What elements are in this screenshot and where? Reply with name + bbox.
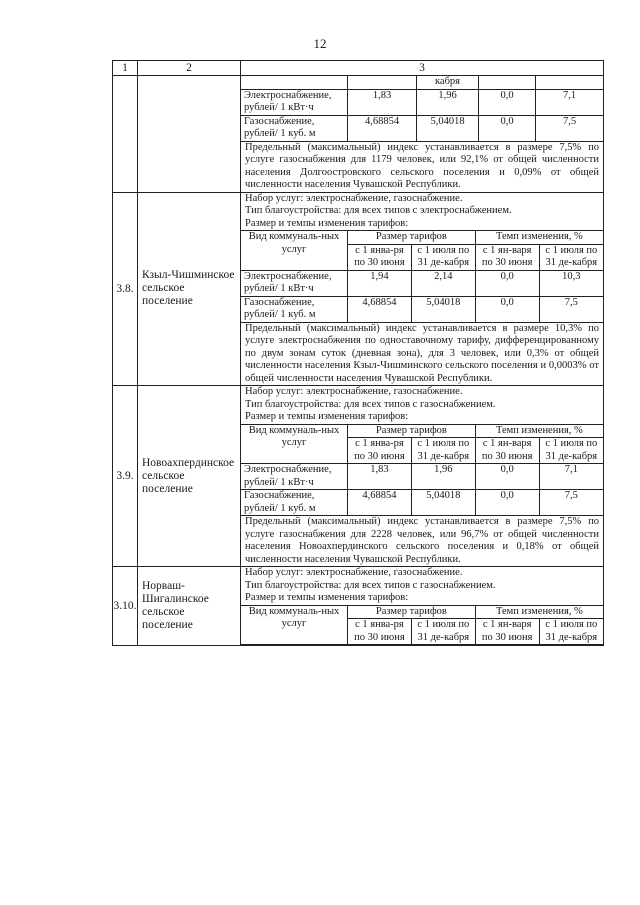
- section-number: 3.10.: [113, 567, 138, 646]
- section-continuation: [113, 76, 604, 193]
- settlement-name: Норваш-Шигалинское сельское поселение: [138, 567, 241, 646]
- tariff-table: [112, 60, 604, 646]
- service-col-header: Вид коммуналь-ных услуг: [241, 605, 348, 645]
- rates-table: [241, 605, 603, 646]
- table-head-row: [241, 231, 603, 245]
- index-text: Предельный (максимальный) индекс устанавливается в размере 7,5% по услуге газоснабжения для 2228 человек, или 96,7% от общей численности населения Новоахпердинского сельского поселения и 0,18% от общей численности населения Чувашской Республики.: [245, 516, 599, 565]
- table-row: [241, 76, 603, 89]
- header-col-2: 2: [138, 61, 241, 76]
- gas-row: Газоснабжение, рублей/ 1 куб. м 4,68854 5,04018 0,0 7,5: [241, 490, 603, 516]
- size-tariffs-header: Размер тарифов: [348, 605, 476, 619]
- service-col-header: Вид коммуналь-ных услуг: [241, 231, 348, 271]
- service-name: Газоснабжение, рублей/ 1 куб. м: [241, 296, 348, 322]
- settlement-name: Кзыл-Чишминское сельское поселение: [138, 192, 241, 386]
- header-tail: кабря: [417, 76, 479, 89]
- change-rate-header: Темп изменения, %: [475, 605, 603, 619]
- service-col-header: Вид коммуналь-ных услуг: [241, 424, 348, 464]
- services-line: Набор услуг: электроснабжение, газоснабжение.: [245, 192, 463, 204]
- rates-table: [241, 230, 603, 323]
- rates-table-continuation: [241, 76, 603, 142]
- table-subhead-row: с 1 янва-ря по 30 июня с 1 июля по 31 де-кабря с 1 ян-варя по 30 июня с 1 июля по 31 де-кабря: [241, 619, 603, 645]
- services-line: Набор услуг: электроснабжение, газоснабжение.: [245, 567, 463, 578]
- change-rate-header: Темп изменения, %: [475, 231, 603, 245]
- electricity-row: Электроснабжение, рублей/ 1 кВт·ч 1,83 1,96 0,0 7,1: [241, 464, 603, 490]
- header-col-1: 1: [113, 61, 138, 76]
- gas-row: Газоснабжение, рублей/ 1 куб. м 4,68854 5,04018 0,0 7,5: [241, 296, 603, 322]
- size-tariffs-header: Размер тарифов: [348, 424, 476, 438]
- header-col-3: 3: [241, 61, 604, 76]
- electricity-row: Электроснабжение, рублей/ 1 кВт·ч 1,83 1,96 0,0 7,1: [241, 89, 603, 115]
- section-row: [113, 386, 604, 567]
- service-name: Электроснабжение, рублей/ 1 кВт·ч: [241, 89, 348, 115]
- service-name: Электроснабжение, рублей/ 1 кВт·ч: [241, 270, 348, 296]
- table-header-row: [113, 61, 604, 76]
- service-name: Газоснабжение, рублей/ 1 куб. м: [241, 490, 348, 516]
- service-name: Электроснабжение, рублей/ 1 кВт·ч: [241, 464, 348, 490]
- index-text: Предельный (максимальный) индекс устанавливается в размере 7,5% по услуге газоснабжения для 1179 человек, или 92,1% от общей численности населения Долгоостровского сельского поселения и 0,09% от общей численности населения Чувашской Республики.: [245, 141, 599, 190]
- rates-table: [241, 424, 603, 517]
- index-text: Предельный (максимальный) индекс устанавливается в размере 10,3% по услуге электроснабжения по одноставочному тарифу, дифференцированному по двум зонам суток (дневная зона), для 3 человек, или 0,3% от общей численности населения Кзыл-Чишминского сельского поселения и 0,0003% от общей численности населения Чувашской Республики.: [245, 322, 599, 384]
- table-subhead-row: с 1 янва-ря по 30 июня с 1 июля по 31 де-кабря с 1 ян-варя по 30 июня с 1 июля по 31 де-кабря: [241, 244, 603, 270]
- type-line: Тип благоустройства: для всех типов с газоснабжением.: [245, 579, 496, 591]
- section-number: 3.8.: [113, 192, 138, 386]
- type-line: Тип благоустройства: для всех типов с газоснабжением.: [245, 398, 496, 410]
- section-row: [113, 192, 604, 386]
- page-number: 12: [313, 36, 327, 51]
- electricity-row: Электроснабжение, рублей/ 1 кВт·ч 1,94 2,14 0,0 10,3: [241, 270, 603, 296]
- section-number: 3.9.: [113, 386, 138, 567]
- settlement-name: Новоахпердинское сельское поселение: [138, 386, 241, 567]
- gas-row: Газоснабжение, рублей/ 1 куб. м 4,68854 5,04018 0,0 7,5: [241, 115, 603, 141]
- table-subhead-row: с 1 янва-ря по 30 июня с 1 июля по 31 де-кабря с 1 ян-варя по 30 июня с 1 июля по 31 де-кабря: [241, 438, 603, 464]
- table-head-row: [241, 424, 603, 438]
- rates-title: Размер и темпы изменения тарифов:: [245, 411, 409, 422]
- service-name: Газоснабжение, рублей/ 1 куб. м: [241, 115, 348, 141]
- table-head-row: [241, 605, 603, 619]
- change-rate-header: Темп изменения, %: [475, 424, 603, 438]
- type-line: Тип благоустройства: для всех типов с электроснабжением.: [245, 205, 512, 216]
- rates-title: Размер и темпы изменения тарифов:: [245, 592, 409, 603]
- rates-title: Размер и темпы изменения тарифов:: [245, 217, 409, 229]
- services-line: Набор услуг: электроснабжение, газоснабжение.: [245, 386, 463, 397]
- section-row: [113, 567, 604, 646]
- size-tariffs-header: Размер тарифов: [348, 231, 476, 245]
